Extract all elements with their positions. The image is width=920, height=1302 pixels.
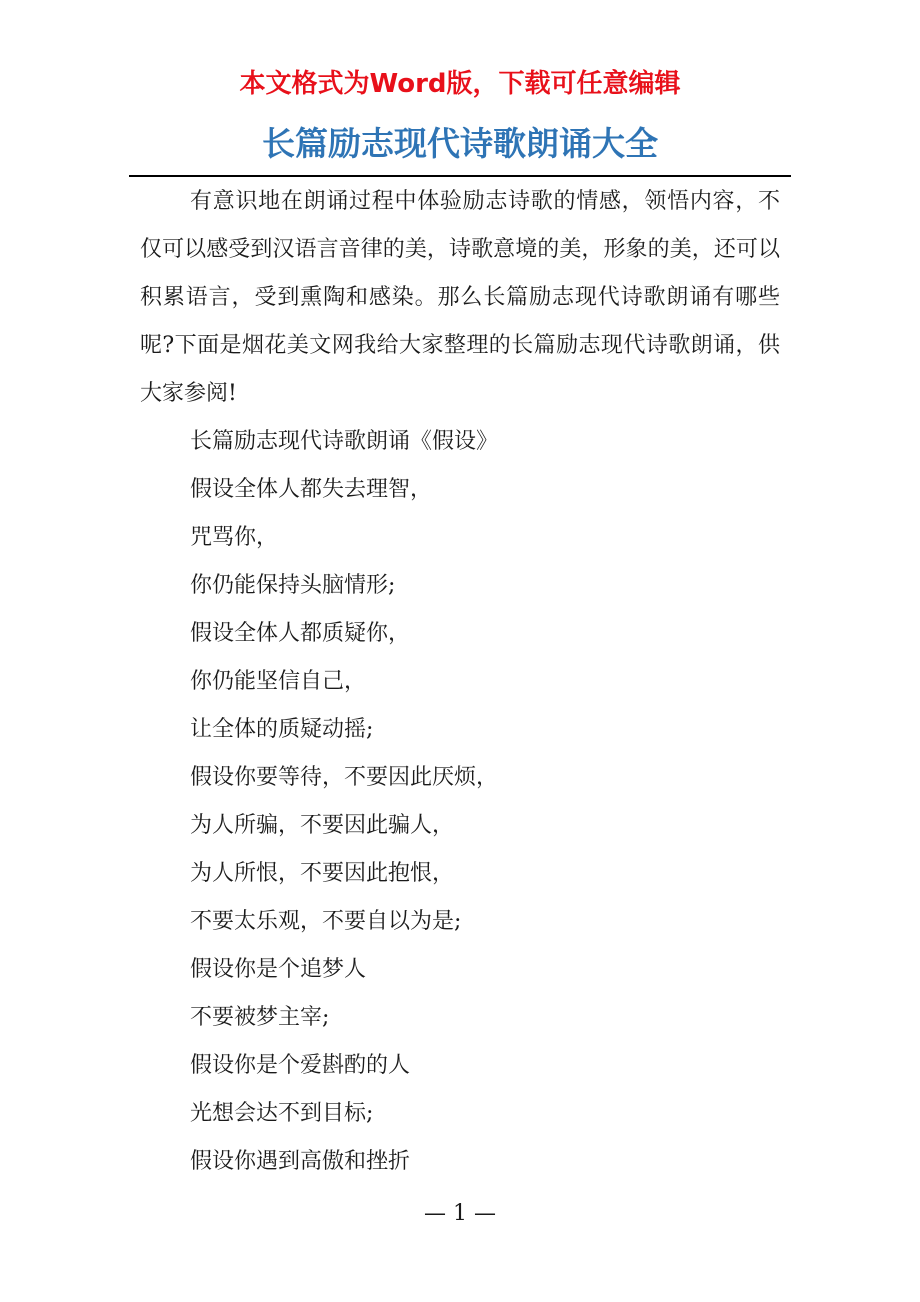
intro-paragraph: 有意识地在朗诵过程中体验励志诗歌的情感，领悟内容，不仅可以感受到汉语言音律的美，诗歌意境的美，形象的美，还可以积累语言，受到熏陶和感染。那么长篇励志现代诗歌朗诵有哪些呢?下面是烟花美文网我给大家整理的长篇励志现代诗歌朗诵，供大家参阅! [140, 189, 780, 406]
poem-line: 假设你是个追梦人 [190, 957, 367, 982]
poem-line: 光想会达不到目标; [190, 1101, 374, 1126]
poem-line: 为人所骗，不要因此骗人， [190, 813, 455, 838]
poem-line: 让全体的质疑动摇; [190, 717, 374, 742]
poem-line: 你仍能坚信自己， [190, 669, 367, 694]
page-number: — 1 — [424, 1201, 496, 1226]
poem-line: 假设你是个爱斟酌的人 [190, 1053, 411, 1078]
title-divider [129, 175, 791, 177]
poem-line: 假设全体人都质疑你， [190, 621, 411, 646]
poem-line: 假设你遇到高傲和挫折 [190, 1149, 411, 1174]
poem-line: 为人所恨，不要因此抱恨， [190, 861, 455, 886]
poem-heading: 长篇励志现代诗歌朗诵《假设》 [190, 429, 499, 454]
poem-line: 不要太乐观，不要自以为是; [190, 909, 462, 934]
format-notice: 本文格式为Word版，下载可任意编辑 [239, 69, 681, 99]
poem-line: 你仍能保持头脑情形; [190, 573, 396, 598]
document-body [140, 178, 780, 1186]
document-title: 长篇励志现代诗歌朗诵大全 [262, 124, 658, 163]
poem-line: 假设全体人都失去理智， [190, 477, 433, 502]
poem-line: 咒骂你， [190, 525, 279, 550]
poem-line: 不要被梦主宰; [190, 1005, 330, 1030]
poem-line: 假设你要等待，不要因此厌烦， [190, 765, 499, 790]
